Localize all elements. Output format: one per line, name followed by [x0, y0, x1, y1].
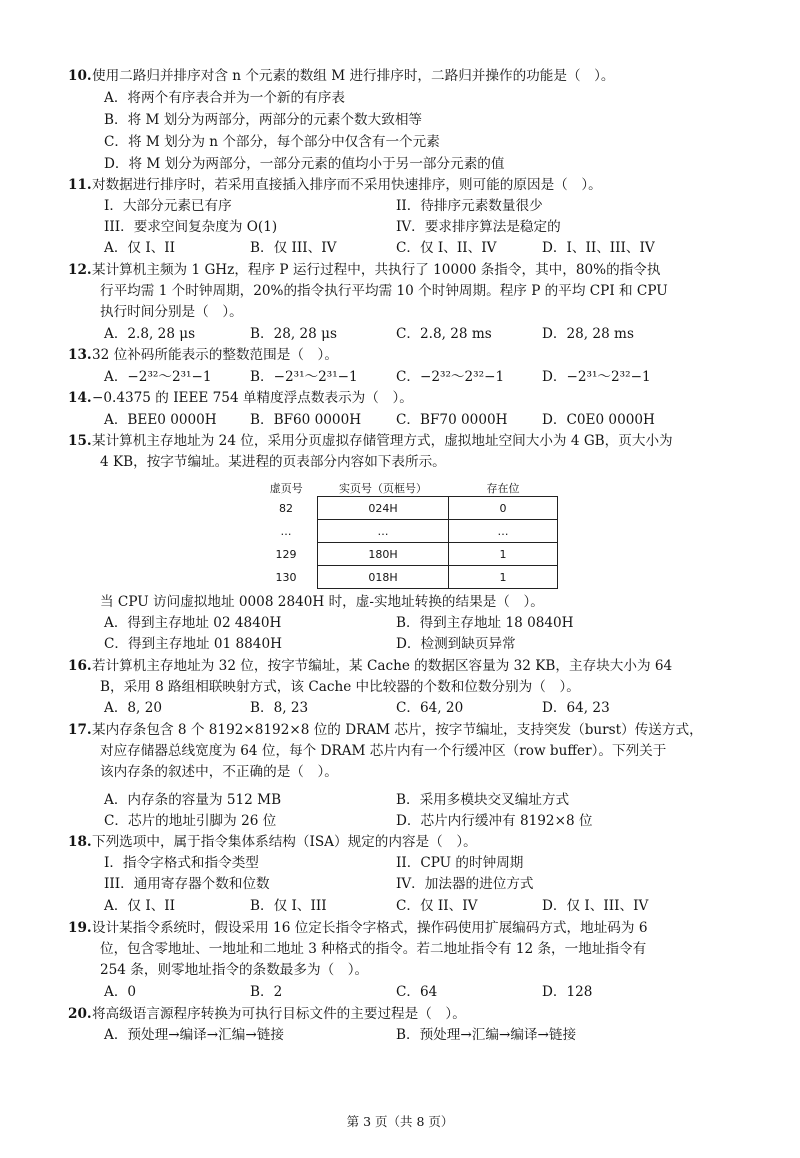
- item-4: IV．要求排序算法是稳定的: [396, 219, 561, 235]
- question-number: 20.: [68, 1006, 92, 1022]
- question-number: 14.: [68, 390, 92, 406]
- question-text: 设计某指令系统时，假设采用 16 位定长指令字格式，操作码使用扩展编码方式，地址码为 6: [92, 920, 648, 936]
- question-text: 将高级语言源程序转换为可执行目标文件的主要过程是（ ）。: [92, 1006, 466, 1022]
- question-text-cont: 执行时间分别是（ ）。: [100, 304, 243, 320]
- table-row: [255, 497, 558, 520]
- item-3: III．通用寄存器个数和位数: [104, 876, 270, 892]
- option-b: B．预处理→汇编→编译→链接: [396, 1027, 577, 1043]
- question-20: [68, 1004, 466, 1024]
- question-number: 18.: [68, 834, 92, 850]
- option-b: B．得到主存地址 18 0840H: [396, 615, 574, 631]
- question-10: [68, 66, 615, 86]
- option-b: B．8, 23: [250, 700, 309, 716]
- page-footer: 第 3 页（共 8 页）: [346, 1114, 454, 1129]
- option-b: B．BF60 0000H: [250, 412, 362, 428]
- question-14: [68, 388, 413, 408]
- question-13: [68, 345, 338, 365]
- question-number: 17.: [68, 722, 92, 738]
- option-a: A．2.8, 28 μs: [104, 326, 196, 342]
- option-c: C．64, 20: [396, 700, 464, 716]
- col-header-frame-number: 实页号（页框号）: [339, 482, 427, 495]
- option-a: A．预处理→编译→汇编→链接: [104, 1027, 284, 1043]
- option-d: D．检测到缺页异常: [396, 636, 516, 652]
- question-text-cont: 对应存储器总线宽度为 64 位，每个 DRAM 芯片内有一个行缓冲区（row buffer）。下列关于: [100, 743, 667, 759]
- question-text: 某计算机主频为 1 GHz，程序 P 运行过程中，共执行了 10000 条指令，其中，80%的指令执: [92, 262, 661, 278]
- question-16: [68, 656, 672, 676]
- col-header-present-bit: 存在位: [486, 482, 520, 495]
- question-11: [68, 175, 602, 195]
- question-text-cont: 254 条，则零地址指令的条数最多为（ ）。: [100, 962, 369, 978]
- table-cell: 018H: [318, 566, 449, 589]
- question-text: −0.4375 的 IEEE 754 单精度浮点数表示为（ ）。: [92, 390, 413, 406]
- question-17: [68, 720, 703, 740]
- question-text-cont: 位，包含零地址、一地址和二地址 3 种格式的指令。若二地址指令有 12 条，一地址指令有: [100, 941, 647, 957]
- option-a: A．内存条的容量为 512 MB: [104, 792, 282, 808]
- option-c: C．仅 II、IV: [396, 898, 478, 914]
- question-12: [68, 260, 660, 280]
- option-d: D．I、II、III、IV: [542, 240, 655, 256]
- item-2: II．待排序元素数量很少: [396, 198, 543, 214]
- option-c: C．2.8, 28 ms: [396, 326, 492, 342]
- table-cell: 024H: [318, 497, 449, 520]
- option-d: D．C0E0 0000H: [542, 412, 655, 428]
- table-cell: 129: [275, 547, 297, 561]
- option-d: D．28, 28 ms: [542, 326, 634, 342]
- question-15: [68, 431, 673, 451]
- option-d: D．仅 I、III、IV: [542, 898, 649, 914]
- table-row: [255, 520, 558, 543]
- question-number: 11.: [68, 177, 92, 193]
- item-2: II．CPU 的时钟周期: [396, 855, 524, 871]
- table-row: [255, 543, 558, 566]
- table-cell: 180H: [318, 543, 449, 566]
- question-text-cont: 当 CPU 访问虚拟地址 0008 2840H 时，虚-实地址转换的结果是（ ）。: [100, 594, 544, 610]
- option-d: D．−2³¹～2³²−1: [542, 369, 651, 385]
- question-text: 对数据进行排序时，若采用直接插入排序而不采用快速排序，则可能的原因是（ ）。: [92, 177, 602, 193]
- table-cell: 130: [275, 570, 297, 584]
- item-3: III．要求空间复杂度为 O(1): [104, 219, 278, 235]
- option-a: A．仅 I、II: [104, 898, 176, 914]
- option-b: B．将 M 划分为两部分，两部分的元素个数大致相等: [104, 112, 423, 128]
- option-b: B．仅 III、IV: [250, 240, 337, 256]
- option-d: D．将 M 划分为两部分，一部分元素的值均小于另一部分元素的值: [104, 156, 505, 172]
- option-d: D．128: [542, 984, 593, 1000]
- col-header-virtual-page: 虚页号: [269, 482, 303, 496]
- item-1: I．指令字格式和指令类型: [104, 855, 259, 871]
- option-a: A．BEE0 0000H: [104, 412, 217, 428]
- option-c: C．芯片的地址引脚为 26 位: [104, 813, 277, 829]
- question-text-cont: 4 KB，按字节编址。某进程的页表部分内容如下表所示。: [100, 454, 446, 470]
- option-a: A．将两个有序表合并为一个新的有序表: [104, 90, 345, 106]
- option-c: C．将 M 划分为 n 个部分，每个部分中仅含有一个元素: [104, 134, 440, 150]
- option-c: C．64: [396, 984, 438, 1000]
- question-18: [68, 832, 477, 852]
- question-number: 16.: [68, 658, 92, 674]
- question-19: [68, 918, 647, 938]
- table-cell: 1: [449, 566, 558, 589]
- option-b: B．仅 I、III: [250, 898, 327, 914]
- option-d: D．64, 23: [542, 700, 610, 716]
- question-text: 下列选项中，属于指令集体系结构（ISA）规定的内容是（ ）。: [92, 834, 477, 850]
- option-a: A．得到主存地址 02 4840H: [104, 615, 282, 631]
- question-text: 32 位补码所能表示的整数范围是（ ）。: [92, 347, 338, 363]
- question-text-cont: 行平均需 1 个时钟周期，20%的指令执行平均需 10 个时钟周期。程序 P 的平均 CPI 和 CPU: [100, 283, 668, 299]
- question-text: 某计算机主存地址为 24 位，采用分页虚拟存储管理方式，虚拟地址空间大小为 4 GB，页大小为: [92, 433, 673, 449]
- option-c: C．−2³²～2³²−1: [396, 369, 505, 385]
- table-row: [255, 566, 558, 589]
- table-cell: 0: [449, 497, 558, 520]
- option-b: B．采用多模块交叉编址方式: [396, 792, 570, 808]
- question-text: 若计算机主存地址为 32 位，按字节编址，某 Cache 的数据区容量为 32 KB，主存块大小为 64: [92, 658, 673, 674]
- question-number: 15.: [68, 433, 92, 449]
- item-4: IV．加法器的进位方式: [396, 876, 534, 892]
- question-text-cont: B，采用 8 路组相联映射方式，该 Cache 中比较器的个数和位数分别为（ ）。: [100, 679, 580, 695]
- option-c: C．得到主存地址 01 8840H: [104, 636, 282, 652]
- question-text: 使用二路归并排序对含 n 个元素的数组 M 进行排序时，二路归并操作的功能是（ ）。: [92, 68, 615, 84]
- page-table: [255, 480, 558, 589]
- option-d: D．芯片内行缓冲有 8192×8 位: [396, 813, 593, 829]
- question-text: 某内存条包含 8 个 8192×8192×8 位的 DRAM 芯片，按字节编址，支持突发（burst）传送方式，: [92, 722, 703, 738]
- option-b: B．2: [250, 984, 283, 1000]
- table-cell: …: [280, 524, 292, 538]
- table-cell: …: [318, 520, 449, 543]
- option-c: C．BF70 0000H: [396, 412, 508, 428]
- item-1: I．大部分元素已有序: [104, 198, 232, 214]
- option-a: A．0: [104, 984, 137, 1000]
- option-a: A．仅 I、II: [104, 240, 176, 256]
- option-c: C．仅 I、II、IV: [396, 240, 497, 256]
- option-b: B．28, 28 μs: [250, 326, 337, 342]
- table-cell: 1: [449, 543, 558, 566]
- question-number: 13.: [68, 347, 92, 363]
- table-cell: …: [449, 520, 558, 543]
- question-number: 12.: [68, 262, 92, 278]
- option-a: A．−2³²～2³¹−1: [104, 369, 212, 385]
- question-text-cont: 该内存条的叙述中，不正确的是（ ）。: [100, 764, 338, 780]
- question-number: 10.: [68, 68, 92, 84]
- table-header-row: [255, 480, 558, 497]
- option-b: B．−2³¹～2³¹−1: [250, 369, 358, 385]
- table-cell: 82: [279, 501, 293, 515]
- option-a: A．8, 20: [104, 700, 162, 716]
- question-number: 19.: [68, 920, 92, 936]
